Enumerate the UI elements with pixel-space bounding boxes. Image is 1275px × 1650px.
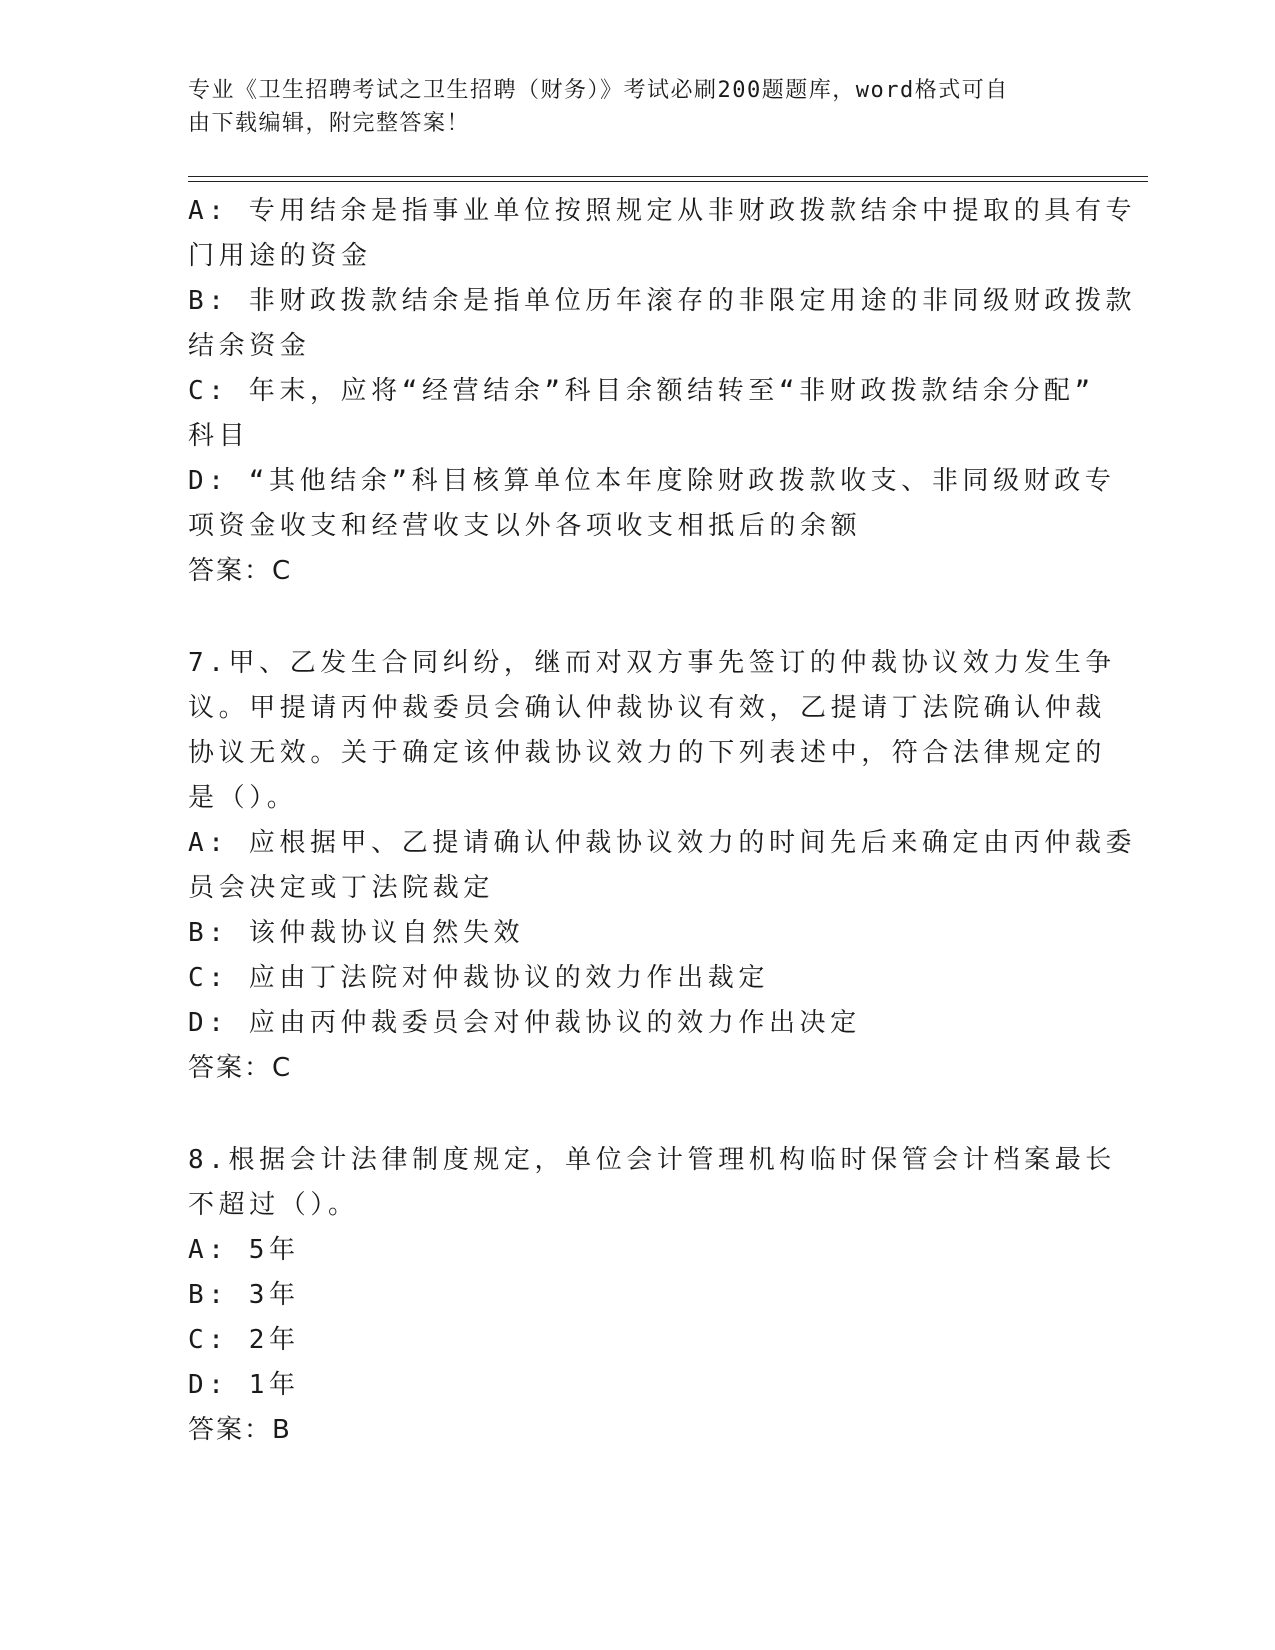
question-8-block: [188, 1138, 1116, 1453]
q6-option-a-line-2: 门用途的资金: [188, 241, 372, 271]
q7-stem-line-3: 协议无效。关于确定该仲裁协议效力的下列表述中，符合法律规定的: [188, 738, 1107, 768]
header-line-1: 专业《卫生招聘考试之卫生招聘（财务）》考试必刷200题题库，word格式可自: [188, 78, 1009, 103]
header-divider-bottom: [188, 181, 1148, 182]
header-divider-top: [188, 176, 1148, 177]
q7-stem-line-2: 议。甲提请丙仲裁委员会确认仲裁协议有效，乙提请丁法院确认仲裁: [188, 693, 1107, 723]
q7-stem-line-1: 7.甲、乙发生合同纠纷，继而对双方事先签订的仲裁协议效力发生争: [188, 648, 1116, 678]
q8-option-c: C: 2年: [188, 1325, 300, 1355]
q7-option-c: C: 应由丁法院对仲裁协议的效力作出裁定: [188, 963, 769, 993]
q6-option-c-line-1: C: 年末，应将“经营结余”科目余额结转至“非财政拨款结余分配”: [188, 376, 1095, 406]
q8-option-a: A: 5年: [188, 1235, 300, 1265]
q6-answer: 答案：C: [188, 556, 293, 586]
q6-option-d-line-1: D: “其他结余”科目核算单位本年度除财政拨款收支、非同级财政专: [188, 466, 1116, 496]
q8-stem-line-2: 不超过（）。: [188, 1190, 359, 1220]
q6-option-d-line-2: 项资金收支和经营收支以外各项收支相抵后的余额: [188, 511, 862, 541]
question-spacer: [188, 1091, 1088, 1138]
header-line-2: 由下载编辑，附完整答案！: [188, 111, 471, 136]
q6-option-b-line-2: 结余资金: [188, 331, 311, 361]
q7-option-d: D: 应由丙仲裁委员会对仲裁协议的效力作出决定: [188, 1008, 861, 1038]
q7-option-b: B: 该仲裁协议自然失效: [188, 918, 525, 948]
q7-option-a-line-1: A: 应根据甲、乙提请确认仲裁协议效力的时间先后来确定由丙仲裁委: [188, 828, 1137, 858]
q8-option-b: B: 3年: [188, 1280, 300, 1310]
question-list: [188, 189, 1137, 1453]
question-6-block: [188, 189, 1137, 594]
q8-stem-line-1: 8.根据会计法律制度规定，单位会计管理机构临时保管会计档案最长: [188, 1145, 1116, 1175]
q6-option-a-line-1: A: 专用结余是指事业单位按照规定从非财政拨款结余中提取的具有专: [188, 196, 1137, 226]
q6-option-c-line-2: 科目: [188, 421, 250, 451]
question-spacer: [188, 594, 1088, 641]
q7-stem-line-4: 是（）。: [188, 783, 298, 813]
question-7-block: [188, 641, 1137, 1091]
q8-answer: 答案：B: [188, 1415, 292, 1445]
q7-option-a-line-2: 员会决定或丁法院裁定: [188, 873, 495, 903]
q7-answer: 答案：C: [188, 1053, 293, 1083]
q6-option-b-line-1: B: 非财政拨款结余是指单位历年滚存的非限定用途的非同级财政拨款: [188, 286, 1137, 316]
document-header: [188, 74, 1068, 140]
q8-option-d: D: 1年: [188, 1370, 300, 1400]
